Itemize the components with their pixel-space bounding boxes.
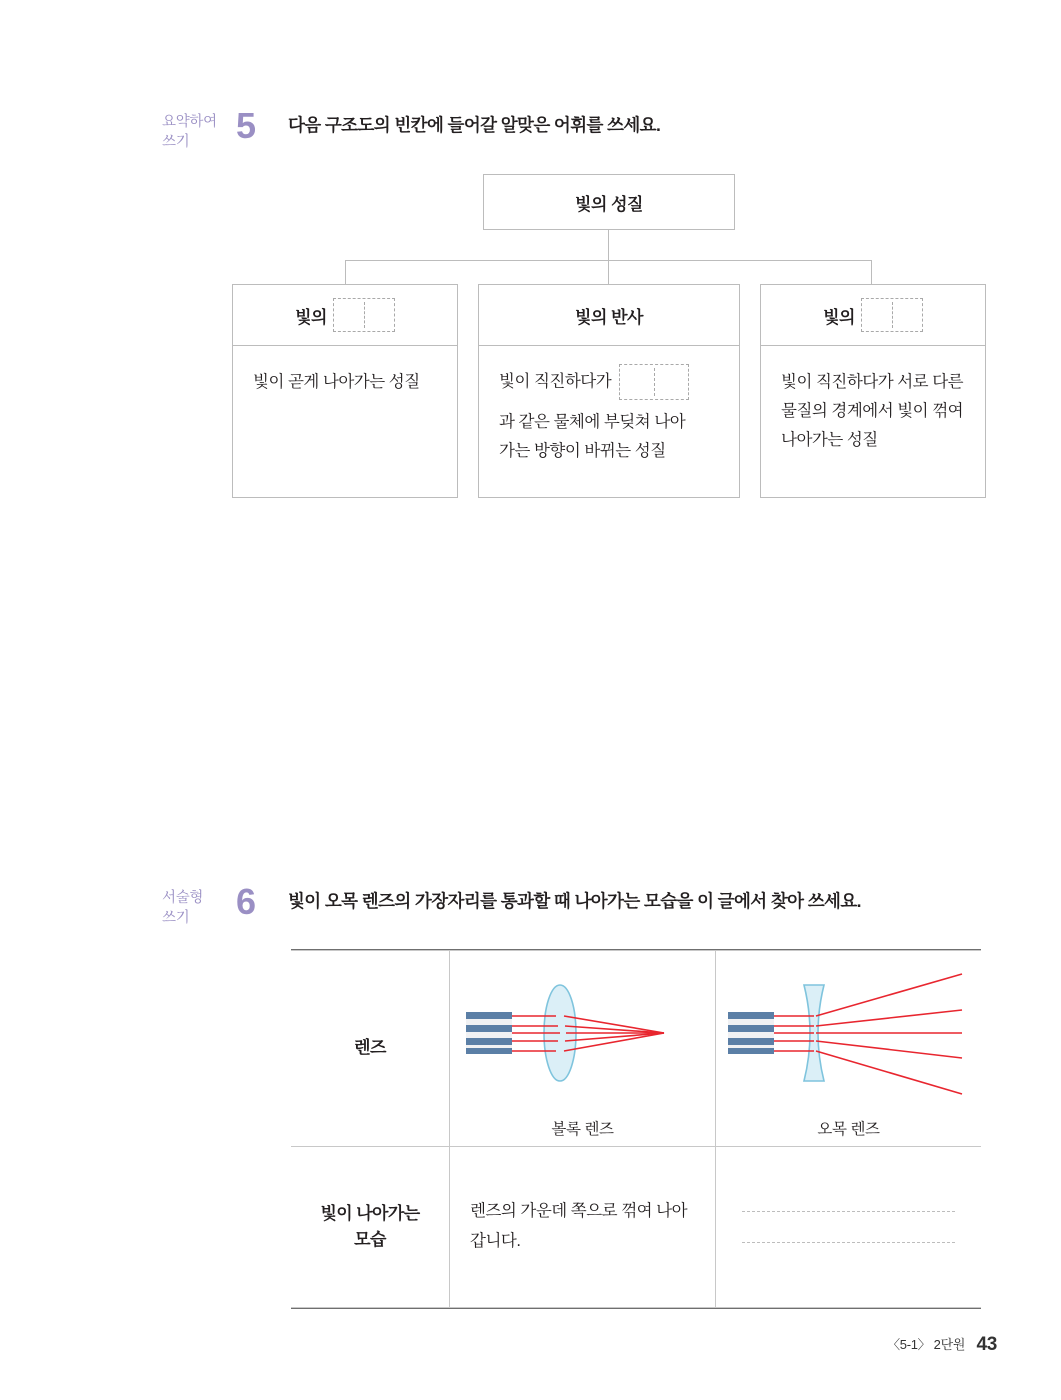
branch-2-head	[478, 284, 740, 346]
convex-description-text: 렌즈의 가운데 쪽으로 꺾여 나아갑니다.	[470, 1202, 688, 1250]
footer-page-number: 43	[976, 1334, 997, 1355]
table-row	[291, 1147, 981, 1308]
concave-lens-cell	[716, 951, 982, 1147]
table-row	[291, 951, 981, 1147]
diagram-root-node	[483, 174, 735, 230]
convex-description-cell	[450, 1147, 716, 1308]
question-6-tag-line2: 쓰기	[162, 909, 190, 926]
row-label-light-path-line1: 빛이 나아가는	[320, 1203, 420, 1223]
light-source-icon	[728, 1012, 774, 1054]
answer-line-1[interactable]	[742, 1211, 955, 1212]
branch-2-body-text-1: 빛이 직진하다가	[499, 372, 612, 391]
page-footer	[887, 1334, 997, 1356]
convex-lens-diagram	[450, 958, 715, 1108]
branch-2-body	[478, 346, 740, 498]
branch-2-body-line1	[499, 364, 719, 400]
question-5-tag-line2: 쓰기	[162, 133, 190, 150]
concave-lens-diagram	[716, 958, 981, 1108]
branch-1-body	[232, 346, 458, 498]
answer-input-cell[interactable]	[716, 1147, 982, 1308]
branch-1-title	[233, 285, 457, 345]
branch-1-head	[232, 284, 458, 346]
branch-2-title	[479, 285, 739, 345]
branch-2-blank[interactable]	[619, 364, 689, 400]
branch-3-title-text: 빛의	[823, 307, 855, 327]
branch-1-title-text: 빛의	[295, 307, 327, 327]
concave-lens-caption: 오목 렌즈	[817, 1121, 880, 1138]
branch-2-body-line3: 가는 방향이 바뀌는 성질	[499, 441, 666, 460]
branch-1-body-text: 빛이 곧게 나아가는 성질	[253, 373, 420, 391]
branch-3-body-text: 빛이 직진하다가 서로 다른 물질의 경계에서 빛이 꺾여 나아가는 성질	[781, 373, 964, 449]
connector-vertical-right	[871, 260, 872, 284]
branch-2-body-line2: 과 같은 물체에 부딪쳐 나아	[499, 413, 686, 431]
question-6-tag-line1: 서술형	[162, 890, 204, 906]
question-6-number: 6	[236, 881, 257, 922]
light-properties-diagram	[0, 0, 1061, 560]
branch-1-blank[interactable]	[333, 298, 395, 332]
branch-2-title-text: 빛의 반사	[575, 307, 643, 327]
row-label-light-path-line2: 모습	[354, 1230, 386, 1249]
convex-lens-cell	[450, 951, 716, 1147]
branch-3-blank[interactable]	[861, 298, 923, 332]
branch-3-title	[761, 285, 985, 345]
question-5-prompt: 다음 구조도의 빈칸에 들어갈 알맞은 어휘를 쓰세요.	[288, 115, 661, 135]
lens-comparison-table	[291, 949, 981, 1309]
convex-lens-caption: 볼록 렌즈	[551, 1121, 614, 1138]
connector-vertical-center	[608, 260, 609, 284]
connector-vertical-root	[608, 230, 609, 260]
row-label-lens: 렌즈	[291, 951, 450, 1147]
light-source-icon	[466, 1012, 512, 1054]
light-rays	[774, 974, 962, 1094]
answer-line-2[interactable]	[742, 1242, 955, 1243]
footer-source: 〈5-1〉 2단원	[887, 1337, 966, 1352]
question-6-tag	[162, 889, 232, 928]
connector-vertical-left	[345, 260, 346, 284]
light-rays	[512, 1016, 664, 1051]
question-5-tag-line1: 요약하여	[162, 114, 217, 130]
branch-3-body	[760, 346, 986, 498]
question-5-number: 5	[236, 105, 257, 146]
question-6-prompt: 빛이 오목 렌즈의 가장자리를 통과할 때 나아가는 모습을 이 글에서 찾아 쓰세요.	[288, 891, 861, 911]
row-label-light-path	[291, 1147, 450, 1308]
branch-3-head	[760, 284, 986, 346]
diagram-root-title: 빛의 성질	[575, 194, 643, 214]
